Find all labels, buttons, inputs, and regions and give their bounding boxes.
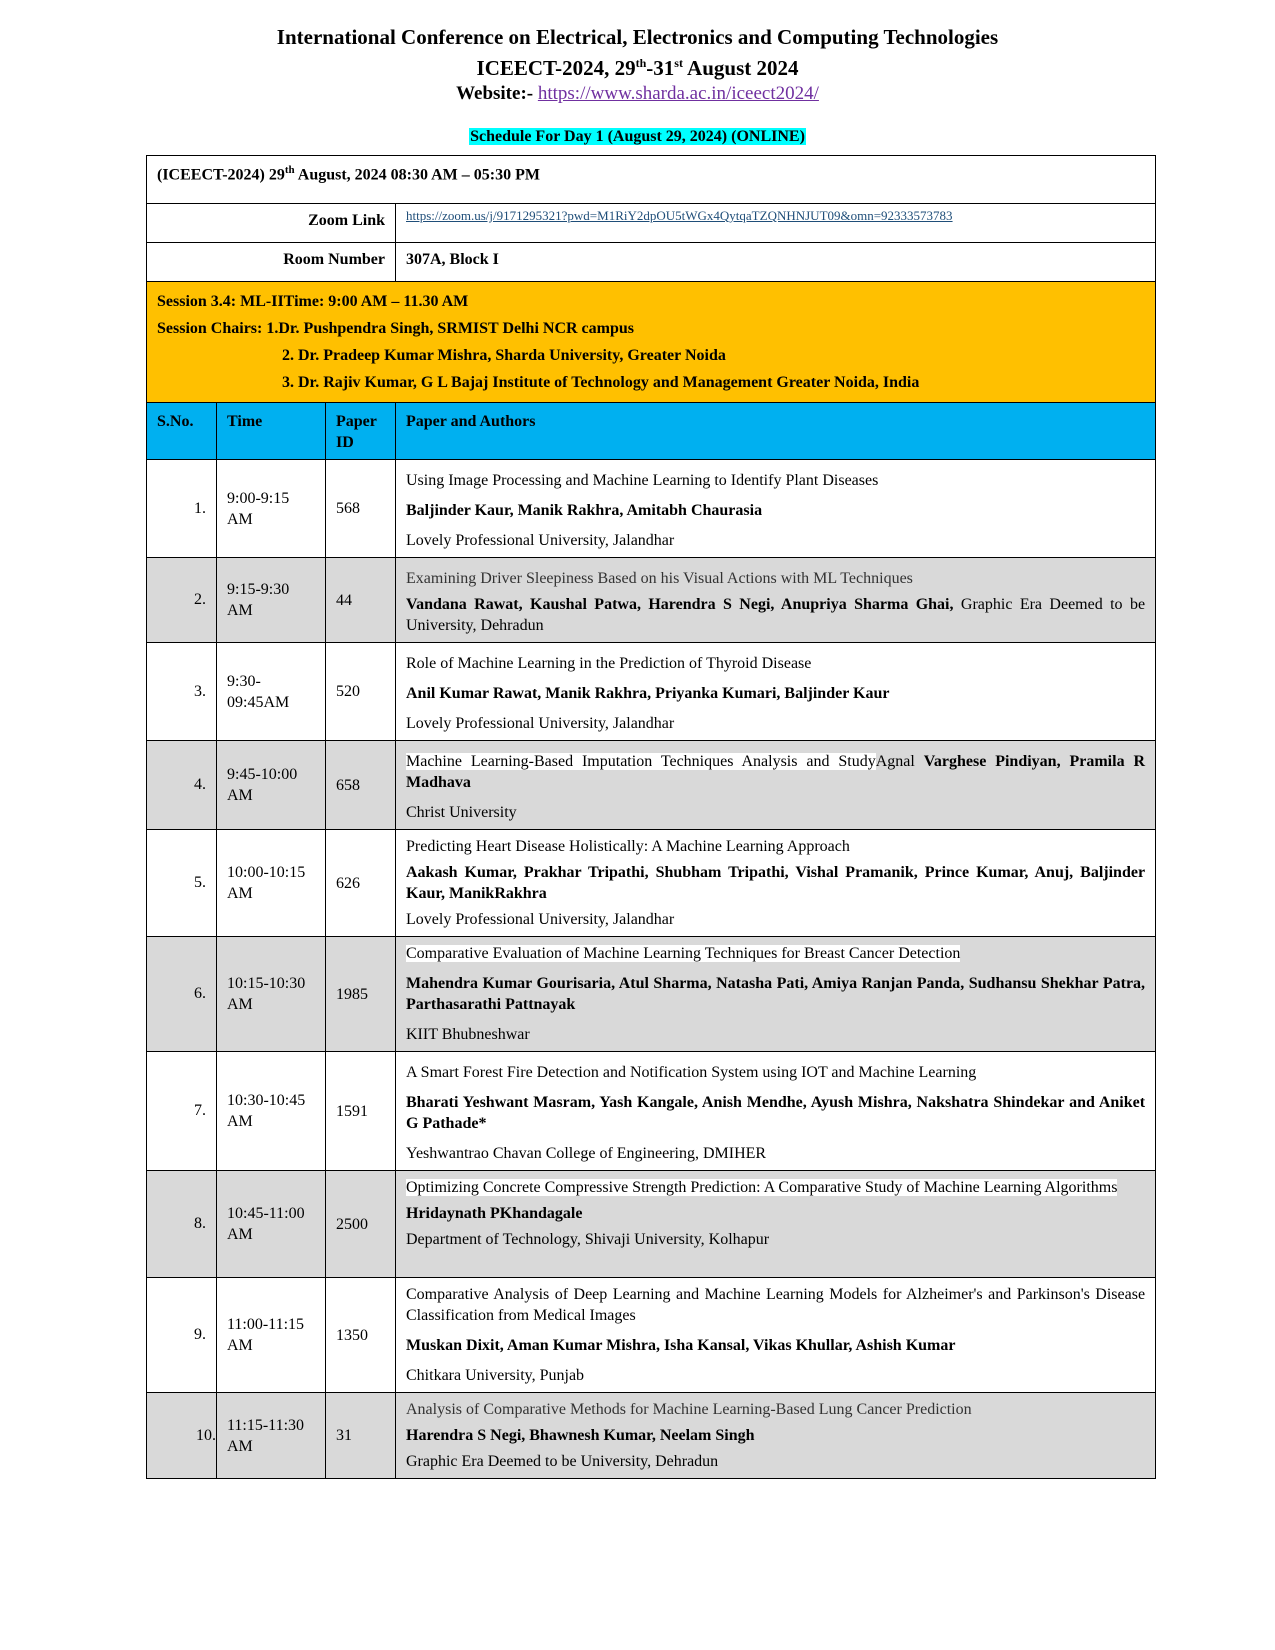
event-title-sup: th xyxy=(284,164,295,176)
paper-title-tail: Agnal xyxy=(875,753,915,770)
session-chair-2: 2. Dr. Pradeep Kumar Mishra, Sharda University, Greater Noida xyxy=(282,347,726,364)
row-time: 9:30-09:45AM xyxy=(217,643,326,741)
col-paper: Paper and Authors xyxy=(396,403,1156,460)
paper-title: Using Image Processing and Machine Learning to Identify Plant Diseases xyxy=(406,472,879,489)
conference-dates xyxy=(0,50,1275,81)
row-paper xyxy=(396,643,1156,741)
row-paper xyxy=(396,1393,1156,1479)
schedule-title-wrap xyxy=(0,128,1275,146)
row-paper xyxy=(396,1278,1156,1393)
paper-affiliation: Yeshwantrao Chavan College of Engineering, DMIHER xyxy=(406,1145,767,1162)
col-sno: S.No. xyxy=(147,403,217,460)
event-title-suffix: August, 2024 08:30 AM – 05:30 PM xyxy=(294,166,540,184)
session-chair-3: 3. Dr. Rajiv Kumar, G L Bajaj Institute of Technology and Management Greater Noida, India xyxy=(282,374,920,391)
room-row xyxy=(147,243,1156,282)
paper-affiliation: Department of Technology, Shivaji University, Kolhapur xyxy=(406,1231,770,1248)
row-time: 10:15-10:30 AM xyxy=(217,937,326,1052)
column-header-row xyxy=(147,403,1156,460)
paper-title: Role of Machine Learning in the Prediction of Thyroid Disease xyxy=(406,655,812,672)
schedule-table xyxy=(146,155,1156,1479)
paper-title: Optimizing Concrete Compressive Strength Prediction: A Comparative Study of Machine Learning Algorithms xyxy=(406,1179,1118,1196)
row-no: 6. xyxy=(147,937,217,1052)
paper-authors: Bharati Yeshwant Masram, Yash Kangale, Anish Mendhe, Ayush Mishra, Nakshatra Shindekar and Aniket G Pathade* xyxy=(406,1094,1146,1132)
row-time: 11:00-11:15 AM xyxy=(217,1278,326,1393)
row-paper-id: 44 xyxy=(326,558,396,643)
row-paper xyxy=(396,1171,1156,1278)
row-paper xyxy=(396,741,1156,830)
event-title xyxy=(147,156,1156,204)
dates-prefix: ICEECT-2024, 29 xyxy=(476,56,636,80)
row-paper-id: 31 xyxy=(326,1393,396,1479)
paper-authors-names: Vandana Rawat, Kaushal Patwa, Harendra S Negi, Anupriya Sharma Ghai, xyxy=(406,596,954,613)
row-time: 9:45-10:00 AM xyxy=(217,741,326,830)
row-no: 4. xyxy=(147,741,217,830)
paper-authors: Muskan Dixit, Aman Kumar Mishra, Isha Kansal, Vikas Khullar, Ashish Kumar xyxy=(406,1337,956,1354)
table-row xyxy=(147,1052,1156,1171)
row-paper-id: 2500 xyxy=(326,1171,396,1278)
row-paper-id: 520 xyxy=(326,643,396,741)
paper-authors: Varghese Pindiyan, Pramila R Madhava xyxy=(406,753,1146,791)
paper-affiliation: KIIT Bhubneshwar xyxy=(406,1026,530,1043)
paper-title: Analysis of Comparative Methods for Machine Learning-Based Lung Cancer Prediction xyxy=(406,1401,972,1418)
paper-title: Comparative Evaluation of Machine Learning Techniques for Breast Cancer Detection xyxy=(406,945,961,962)
row-paper xyxy=(396,460,1156,558)
table-row xyxy=(147,1171,1156,1278)
row-time: 11:15-11:30 AM xyxy=(217,1393,326,1479)
paper-title: Machine Learning-Based Imputation Techniques Analysis and Study xyxy=(406,753,876,770)
col-paper-id: Paper ID xyxy=(326,403,396,460)
row-time: 9:00-9:15 AM xyxy=(217,460,326,558)
paper-title-wrap xyxy=(406,943,1145,964)
row-no: 10. xyxy=(147,1393,217,1479)
paper-title: Comparative Analysis of Deep Learning and Machine Learning Models for Alzheimer's and Parkinson's Disease Classification from Medical Images xyxy=(406,1286,1146,1324)
paper-affiliation: Graphic Era Deemed to be University, Dehradun xyxy=(406,1453,719,1470)
page-header xyxy=(0,24,1275,107)
event-title-row xyxy=(147,156,1156,204)
paper-title-wrap xyxy=(406,1177,1145,1198)
paper-authors: Hridaynath PKhandagale xyxy=(406,1205,583,1222)
paper-authors: Baljinder Kaur, Manik Rakhra, Amitabh Chaurasia xyxy=(406,502,763,519)
row-no: 9. xyxy=(147,1278,217,1393)
row-paper-id: 626 xyxy=(326,830,396,937)
paper-title: Examining Driver Sleepiness Based on his Visual Actions with ML Techniques xyxy=(406,570,913,587)
zoom-cell xyxy=(396,204,1156,243)
dates-mid: -31 xyxy=(646,56,675,80)
paper-affiliation: Christ University xyxy=(406,804,517,821)
website-label: Website:- xyxy=(456,83,534,104)
row-no: 3. xyxy=(147,643,217,741)
row-paper xyxy=(396,937,1156,1052)
row-no: 2. xyxy=(147,558,217,643)
dates-sup-2: st xyxy=(674,56,683,70)
paper-affiliation: Graphic Era Deemed to be University, Dehradun xyxy=(406,596,1146,634)
paper-title: Predicting Heart Disease Holistically: A Machine Learning Approach xyxy=(406,838,850,855)
row-paper-id: 568 xyxy=(326,460,396,558)
row-no: 8. xyxy=(147,1171,217,1278)
row-paper xyxy=(396,830,1156,937)
table-row xyxy=(147,1278,1156,1393)
paper-authors: Aakash Kumar, Prakhar Tripathi, Shubham Tripathi, Vishal Pramanik, Prince Kumar, Anuj, Baljinder Kaur, ManikRakhra xyxy=(406,864,1146,902)
row-no: 5. xyxy=(147,830,217,937)
paper-title: A Smart Forest Fire Detection and Notification System using IOT and Machine Learning xyxy=(406,1064,977,1081)
row-paper-id: 658 xyxy=(326,741,396,830)
zoom-row xyxy=(147,204,1156,243)
paper-affiliation: Lovely Professional University, Jalandhar xyxy=(406,911,675,928)
table-row xyxy=(147,1393,1156,1479)
row-no: 7. xyxy=(147,1052,217,1171)
table-row xyxy=(147,558,1156,643)
table-row xyxy=(147,937,1156,1052)
table-row xyxy=(147,643,1156,741)
row-time: 10:30-10:45 AM xyxy=(217,1052,326,1171)
row-paper xyxy=(396,558,1156,643)
website-line xyxy=(0,81,1275,107)
paper-affiliation: Lovely Professional University, Jalandhar xyxy=(406,532,675,549)
row-no: 1. xyxy=(147,460,217,558)
col-time: Time xyxy=(217,403,326,460)
dates-suffix: August 2024 xyxy=(682,56,799,80)
paper-affiliation: Chitkara University, Punjab xyxy=(406,1367,585,1384)
paper-authors: Harendra S Negi, Bhawnesh Kumar, Neelam Singh xyxy=(406,1427,755,1444)
session-info xyxy=(147,282,1156,403)
row-paper xyxy=(396,1052,1156,1171)
website-link[interactable]: https://www.sharda.ac.in/iceect2024/ xyxy=(537,83,819,104)
row-paper-id: 1985 xyxy=(326,937,396,1052)
zoom-link[interactable]: https://zoom.us/j/9171295321?pwd=M1RiY2dpOU5tWGx4QytqaTZQNHNJUT09&omn=92333573783 xyxy=(406,208,953,223)
room-value: 307A, Block I xyxy=(396,243,1156,282)
paper-title-authors xyxy=(406,751,1145,793)
paper-affiliation: Lovely Professional University, Jalandhar xyxy=(406,715,675,732)
table-row xyxy=(147,830,1156,937)
paper-authors xyxy=(406,594,1145,636)
conference-title: International Conference on Electrical, Electronics and Computing Technologies xyxy=(276,25,999,49)
room-label: Room Number xyxy=(147,243,396,282)
row-time: 10:45-11:00 AM xyxy=(217,1171,326,1278)
table-row xyxy=(147,741,1156,830)
table-row xyxy=(147,460,1156,558)
dates-sup-1: th xyxy=(635,56,647,70)
schedule-title: Schedule For Day 1 (August 29, 2024) (ONLINE) xyxy=(470,128,805,145)
paper-authors: Anil Kumar Rawat, Manik Rakhra, Priyanka Kumari, Baljinder Kaur xyxy=(406,685,890,702)
paper-authors: Mahendra Kumar Gourisaria, Atul Sharma, Natasha Pati, Amiya Ranjan Panda, Sudhansu Shekhar Patra, Parthasarathi Pattnayak xyxy=(406,975,1146,1013)
row-time: 9:15-9:30 AM xyxy=(217,558,326,643)
session-row xyxy=(147,282,1156,403)
row-paper-id: 1350 xyxy=(326,1278,396,1393)
row-time: 10:00-10:15 AM xyxy=(217,830,326,937)
zoom-label: Zoom Link xyxy=(147,204,396,243)
session-name: Session 3.4: ML-IITime: 9:00 AM – 11.30 AM xyxy=(157,293,469,310)
session-chair-1: Session Chairs: 1.Dr. Pushpendra Singh, SRMIST Delhi NCR campus xyxy=(157,320,634,337)
event-title-prefix: (ICEECT-2024) 29 xyxy=(157,166,285,184)
row-paper-id: 1591 xyxy=(326,1052,396,1171)
